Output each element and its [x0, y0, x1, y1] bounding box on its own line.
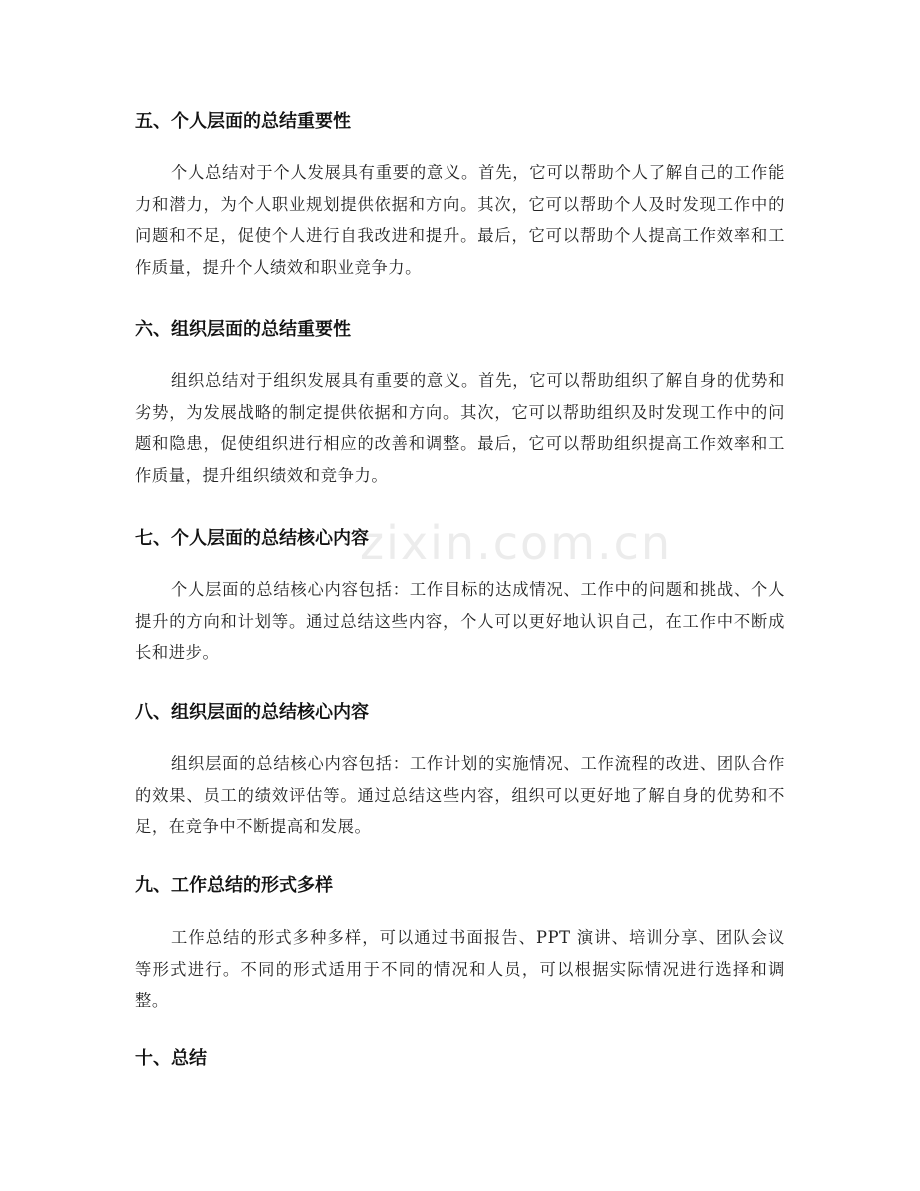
section-heading-6: 六、组织层面的总结重要性	[135, 319, 351, 340]
section-paragraph-8: 组织层面的总结核心内容包括：工作计划的实施情况、工作流程的改进、团队合作的效果、员工的绩效评估等。通过总结这些内容，组织可以更好地了解自身的优势和不足，在竞争中不断提高和发展。	[135, 754, 785, 836]
section-paragraph-7: 个人层面的总结核心内容包括：工作目标的达成情况、工作中的问题和挑战、个人提升的方向和计划等。通过总结这些内容，个人可以更好地认识自己，在工作中不断成长和进步。	[135, 580, 785, 662]
section-heading-10: 十、总结	[135, 1048, 207, 1069]
section-paragraph-9: 工作总结的形式多种多样，可以通过书面报告、PPT 演讲、培训分享、团队会议等形式进行。不同的形式适用于不同的情况和人员，可以根据实际情况进行选择和调整。	[135, 928, 785, 1010]
section-paragraph-6: 组织总结对于组织发展具有重要的意义。首先，它可以帮助组织了解自身的优势和劣势，为发展战略的制定提供依据和方向。其次，它可以帮助组织及时发现工作中的问题和隐患，促使组织进行相应的改善和调整。最后，它可以帮助组织提高工作效率和工作质量，提升组织绩效和竞争力。	[135, 371, 785, 485]
section-paragraph-5: 个人总结对于个人发展具有重要的意义。首先，它可以帮助个人了解自己的工作能力和潜力，为个人职业规划提供依据和方向。其次，它可以帮助个人及时发现工作中的问题和不足，促使个人进行自我改进和提升。最后，它可以帮助个人提高工作效率和工作质量，提升个人绩效和职业竞争力。	[135, 163, 785, 277]
watermark: zixin.com.cn	[360, 516, 673, 570]
section-heading-5: 五、个人层面的总结重要性	[135, 111, 351, 132]
section-heading-8: 八、组织层面的总结核心内容	[135, 702, 369, 723]
section-heading-9: 九、工作总结的形式多样	[135, 875, 333, 896]
section-heading-7: 七、个人层面的总结核心内容	[135, 528, 369, 549]
